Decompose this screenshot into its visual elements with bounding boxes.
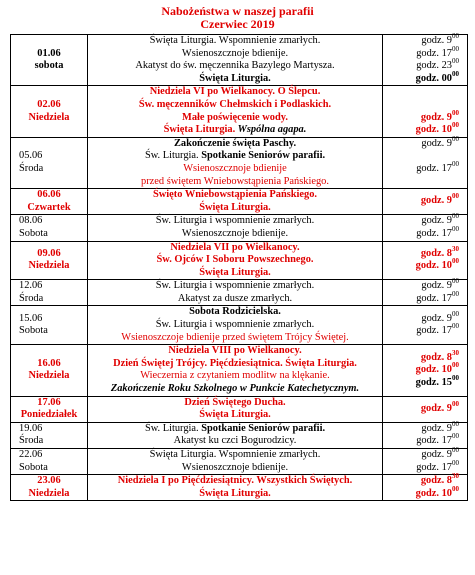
description-cell — [88, 396, 383, 422]
service-description — [90, 293, 380, 306]
time-minutes: 00 — [452, 458, 459, 467]
time-minutes: 30 — [452, 348, 459, 357]
weekday-label: Poniedziałek — [20, 409, 78, 421]
time-hour: godz. 17 — [416, 461, 452, 473]
service-text: Wsienoszcznoje bdienije — [183, 162, 287, 174]
service-text: Niedziela VIII po Wielkanocy. — [168, 345, 302, 357]
weekday-label: Środa — [19, 162, 44, 174]
description-cell — [88, 280, 383, 306]
service-text: Akatyst do św. męczennika Bazylego Martysza. — [135, 60, 335, 72]
time-minutes: 00 — [452, 309, 459, 318]
service-text: Św. Liturgia i wspomnienie zmarłych. — [155, 280, 315, 292]
service-text: Niedziela I po Pięćdziesiątnicy. Wszystkich Świętych. — [117, 475, 353, 487]
time-minutes: 00 — [452, 224, 459, 233]
service-description — [90, 35, 380, 48]
schedule-body — [11, 32, 468, 501]
service-text: Sobota Rodzicielska. — [189, 306, 281, 318]
date-cell — [11, 280, 88, 306]
service-text: Wsienoszcznoje bdienije. — [181, 461, 289, 473]
service-description — [90, 215, 380, 228]
description-cell — [88, 215, 383, 241]
service-description — [90, 202, 380, 215]
time-minutes: 00 — [452, 212, 459, 221]
time-cell — [383, 134, 468, 188]
time-minutes: 00 — [452, 44, 459, 53]
time-hour: godz. 17 — [416, 292, 452, 304]
description-cell — [88, 475, 383, 501]
date-label: 01.06 — [37, 47, 61, 59]
description-cell — [88, 241, 383, 280]
schedule-row — [11, 241, 468, 280]
service-description — [90, 435, 380, 448]
time-hour: godz. 9 — [421, 137, 452, 149]
service-time — [385, 224, 465, 241]
date-cell — [11, 241, 88, 280]
date-label: 02.06 — [37, 98, 61, 110]
time-hour: godz. 17 — [416, 162, 452, 174]
service-text: Wieczernia z czytaniem modlitw na klękanie. — [140, 370, 330, 382]
time-hour: godz. 9 — [421, 422, 452, 434]
service-note: Spotkanie Seniorów parafii. — [201, 150, 326, 162]
service-description — [90, 370, 380, 383]
service-text: Wsienoszczoje bdienije przed świętem Trójcy Świętej. — [121, 331, 349, 343]
schedule-row — [11, 86, 468, 137]
service-text: Zakończenie Roku Szkolnego w Punkcie Katechetycznym. — [110, 383, 360, 395]
date-cell — [11, 215, 88, 241]
service-text: Święta Liturgia. Wspomnienie zmarłych. — [149, 35, 321, 46]
service-text: Wsienoszcznoje bdienije. — [181, 227, 289, 239]
date-cell — [11, 306, 88, 345]
time-hour: godz. 17 — [416, 325, 452, 337]
date-cell — [11, 137, 88, 188]
service-description — [90, 48, 380, 61]
service-text: Święta Liturgia. — [199, 266, 271, 278]
time-minutes: 00 — [452, 134, 459, 143]
service-description — [90, 228, 380, 241]
time-minutes: 00 — [452, 159, 459, 168]
date-label: 09.06 — [37, 247, 61, 259]
date-label: 16.06 — [37, 357, 61, 369]
time-hour: godz. 9 — [420, 402, 452, 414]
date-label: 06.06 — [37, 189, 61, 201]
date-cell — [11, 86, 88, 137]
time-hour: godz. 15 — [415, 376, 452, 388]
weekday-label: Niedziela — [28, 487, 70, 499]
service-text: Święta Liturgia. — [199, 201, 271, 213]
weekday-label: Środa — [19, 435, 44, 447]
time-hour: godz. 17 — [416, 435, 452, 447]
time-minutes: 00 — [452, 446, 459, 454]
date-label: 15.06 — [19, 312, 43, 324]
service-text: Niedziela VII po Wielkanocy. — [170, 241, 300, 253]
date-cell — [11, 475, 88, 501]
description-cell — [88, 449, 383, 475]
schedule-row — [11, 475, 468, 501]
service-description — [90, 397, 380, 410]
weekday-label: Czwartek — [27, 201, 71, 213]
schedule-row — [11, 449, 468, 475]
weekday-label: Niedziela — [28, 370, 70, 382]
schedule-row — [11, 189, 468, 215]
service-description — [90, 267, 380, 280]
service-description — [90, 475, 380, 488]
time-cell — [383, 241, 468, 280]
service-description — [90, 358, 380, 371]
description-cell — [88, 306, 383, 345]
weekday-label: Niedziela — [28, 111, 70, 123]
service-time — [385, 176, 465, 189]
time-cell — [383, 306, 468, 345]
service-description — [90, 138, 380, 151]
description-cell — [88, 86, 383, 137]
weekday-label: sobota — [34, 60, 64, 72]
service-description — [90, 73, 380, 86]
schedule-row — [11, 422, 468, 448]
service-time — [385, 484, 465, 501]
service-description — [90, 163, 380, 176]
service-description — [90, 189, 380, 202]
service-description — [90, 319, 380, 332]
time-hour: godz. 10 — [415, 364, 452, 376]
service-text: Wsienoszcznoje bdienije. — [181, 47, 289, 59]
time-minutes: 30 — [452, 472, 459, 481]
date-label: 22.06 — [19, 449, 43, 460]
time-minutes: 00 — [452, 108, 459, 117]
service-text: Święto Wniebowstąpienia Pańskiego. — [152, 189, 318, 201]
date-label: 12.06 — [19, 280, 43, 292]
time-minutes: 00 — [452, 361, 459, 370]
service-description — [90, 332, 380, 345]
service-text: Św. Liturgia. — [144, 422, 202, 434]
service-time — [385, 134, 465, 151]
time-hour: godz. 17 — [416, 227, 452, 239]
service-text: Dzień Świętej Trójcy. Pięćdziesiątnica. Święta Liturgia. — [113, 357, 357, 369]
date-label: 05.06 — [19, 150, 43, 162]
time-minutes: 00 — [452, 373, 459, 382]
time-minutes: 00 — [452, 257, 459, 266]
time-hour: godz. 17 — [416, 47, 452, 59]
service-description — [90, 86, 380, 99]
service-time — [385, 192, 465, 208]
time-minutes: 00 — [452, 69, 459, 78]
time-hour: godz. 9 — [421, 312, 452, 324]
date-cell — [11, 345, 88, 396]
time-cell — [383, 419, 468, 448]
service-description — [90, 488, 380, 501]
weekday-label: Sobota — [19, 325, 48, 337]
service-text: Małe poświęcenie wody. — [182, 111, 288, 123]
service-time — [385, 289, 465, 306]
date-cell — [11, 449, 88, 475]
service-description — [90, 345, 380, 358]
time-hour: godz. 9 — [421, 35, 452, 46]
service-note: Wspólna agapa. — [235, 124, 307, 136]
time-minutes: 00 — [452, 289, 459, 298]
service-text: Święta Liturgia. Wspomnienie zmarłych. — [149, 449, 321, 460]
time-cell — [383, 212, 468, 241]
time-hour: godz. 9 — [421, 215, 452, 227]
time-hour: godz. 8 — [420, 475, 452, 487]
time-hour: godz. 00 — [415, 72, 452, 84]
time-minutes: 00 — [452, 32, 459, 40]
service-time — [385, 399, 465, 416]
schedule-table — [10, 34, 468, 501]
service-description — [90, 423, 380, 436]
service-description — [90, 124, 380, 137]
date-cell — [11, 422, 88, 448]
time-minutes: 00 — [452, 121, 459, 130]
schedule-row — [11, 137, 468, 188]
description-cell — [88, 189, 383, 215]
time-cell — [383, 86, 468, 137]
service-description — [90, 306, 380, 319]
time-cell — [383, 345, 468, 396]
weekday-label: Środa — [19, 292, 44, 304]
description-cell — [88, 35, 383, 86]
service-time — [385, 86, 465, 99]
schedule-row — [11, 35, 468, 86]
service-text: Akatyst za dusze zmarłych. — [177, 292, 293, 304]
time-minutes: 00 — [452, 322, 459, 331]
service-text: Św. męczenników Chełmskich i Podlaskich. — [138, 98, 332, 110]
time-minutes: 00 — [452, 192, 459, 201]
schedule-row — [11, 215, 468, 241]
service-description — [90, 462, 380, 475]
service-description — [90, 112, 380, 125]
time-cell — [383, 396, 468, 422]
page-subtitle: Czerwiec 2019 — [200, 17, 275, 31]
service-description — [90, 150, 380, 163]
time-minutes: 00 — [452, 419, 459, 428]
time-hour: godz. 10 — [415, 487, 452, 499]
service-description — [90, 449, 380, 462]
weekday-label: Niedziela — [28, 260, 70, 272]
time-cell — [383, 472, 468, 501]
service-description — [90, 176, 380, 189]
service-description — [90, 242, 380, 255]
time-hour: godz. 10 — [415, 124, 452, 136]
time-hour: godz. 23 — [416, 60, 452, 72]
service-text: Św. Liturgia i wspomnienie zmarłych. — [155, 215, 315, 227]
time-cell — [383, 277, 468, 306]
description-cell — [88, 422, 383, 448]
schedule-row — [11, 345, 468, 396]
service-text: Dzień Świętego Ducha. — [184, 396, 286, 408]
service-text: Święta Liturgia. — [199, 487, 271, 499]
weekday-label: Sobota — [19, 227, 48, 239]
service-note: Spotkanie Seniorów parafii. — [201, 422, 326, 434]
time-cell — [383, 189, 468, 215]
date-cell — [11, 189, 88, 215]
date-label: 08.06 — [19, 215, 43, 227]
schedule-row — [11, 396, 468, 422]
service-time — [385, 69, 465, 86]
service-text: Akatyst ku czci Bogurodzicy. — [173, 435, 297, 447]
date-cell — [11, 396, 88, 422]
service-description — [90, 409, 380, 422]
time-hour: godz. 9 — [421, 280, 452, 292]
weekday-label: Sobota — [19, 461, 48, 473]
time-minutes: 30 — [452, 244, 459, 253]
time-hour: godz. 8 — [420, 247, 452, 259]
time-hour: godz. 10 — [415, 260, 452, 272]
service-time — [385, 159, 465, 176]
time-hour: godz. 9 — [421, 449, 452, 460]
service-text: Św. Ojców I Soboru Powszechnego. — [156, 254, 314, 266]
service-time — [385, 373, 465, 390]
service-description — [90, 383, 380, 396]
service-text: Święta Liturgia. — [163, 124, 236, 136]
service-description — [90, 254, 380, 267]
time-hour: godz. 9 — [420, 195, 452, 207]
service-description — [90, 99, 380, 112]
service-time — [385, 322, 465, 338]
service-text: Niedziela VI po Wielkanocy. O Ślepcu. — [149, 86, 321, 98]
schedule-row — [11, 306, 468, 345]
description-cell — [88, 137, 383, 188]
service-description — [90, 280, 380, 293]
service-text: Św. Liturgia i wspomnienie zmarłych. — [155, 319, 315, 331]
service-text: Święta Liturgia. — [199, 409, 271, 421]
time-hour: godz. 8 — [420, 351, 452, 363]
date-label: 23.06 — [37, 475, 61, 487]
time-minutes: 00 — [452, 399, 459, 408]
date-label: 19.06 — [19, 422, 43, 434]
time-minutes: 00 — [452, 432, 459, 441]
service-description — [90, 60, 380, 73]
date-label: 17.06 — [37, 396, 61, 408]
service-text: Św. Liturgia. — [144, 150, 202, 162]
service-text: Święta Liturgia. — [199, 72, 271, 84]
service-text: Zakończenie święta Paschy. — [173, 137, 297, 149]
schedule-row — [11, 280, 468, 306]
description-cell — [88, 345, 383, 396]
service-text: przed świętem Wniebowstąpienia Pańskiego. — [141, 175, 329, 187]
time-minutes: 00 — [452, 277, 459, 286]
time-cell — [383, 446, 468, 475]
time-hour: godz. 9 — [420, 111, 452, 123]
time-minutes: 00 — [452, 484, 459, 493]
time-cell — [383, 32, 468, 86]
page-title: Nabożeństwa w naszej parafii — [161, 4, 314, 18]
service-time — [385, 257, 465, 273]
date-cell — [11, 35, 88, 86]
time-minutes: 00 — [452, 57, 459, 66]
